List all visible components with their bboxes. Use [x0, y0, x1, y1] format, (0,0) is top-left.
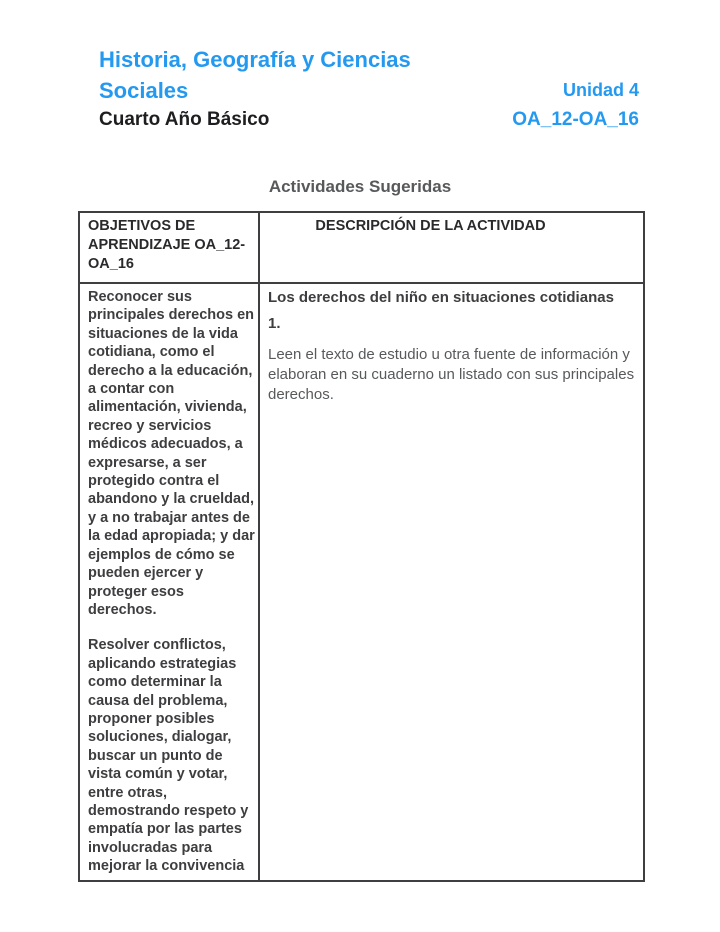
activities-table [78, 211, 645, 882]
document-header [99, 44, 639, 133]
course-title: Historia, Geografía y Ciencias Sociales [99, 47, 411, 103]
objective-paragraph-1: Reconocer sus principales derechos en situaciones de la vida cotidiana, como el derecho a la educación, a contar con alimentación, vivienda, recreo y servicios médicos adecuados, a expresarse, a ser protegido contra el abandono y la crueldad, y a no trabajar antes de la edad apropiada; y dar ejemplos de cómo se pueden ejercer y proteger esos derechos. [88, 289, 255, 618]
description-column-header: DESCRIPCIÓN DE LA ACTIVIDAD [259, 212, 644, 283]
activity-cell [259, 283, 644, 881]
header-left [99, 44, 499, 133]
header-right [499, 44, 639, 133]
table-header-row [79, 212, 644, 283]
activity-title: Los derechos del niño en situaciones cotidianas [268, 289, 614, 306]
activity-number: 1. [268, 315, 281, 332]
objectives-column-header: OBJETIVOS DE APRENDIZAJE OA_12-OA_16 [79, 212, 259, 283]
section-title: Actividades Sugeridas [268, 177, 452, 196]
activity-description: Leen el texto de estudio u otra fuente de información y elaboran en su cuaderno un listado con sus principales derechos. [268, 346, 635, 403]
oa-code: OA_12-OA_16 [512, 109, 639, 130]
grade-level: Cuarto Año Básico [99, 109, 270, 130]
table-row [79, 283, 644, 881]
unit-label: Unidad 4 [562, 80, 639, 100]
objectives-cell [79, 283, 259, 881]
objective-paragraph-2: Resolver conflictos, aplicando estrategias como determinar la causa del problema, proponer posibles soluciones, dialogar, buscar un punto de vista común y votar, entre otras, demostrando respeto y empatía por las partes involucradas para mejorar la convivencia [88, 637, 249, 875]
